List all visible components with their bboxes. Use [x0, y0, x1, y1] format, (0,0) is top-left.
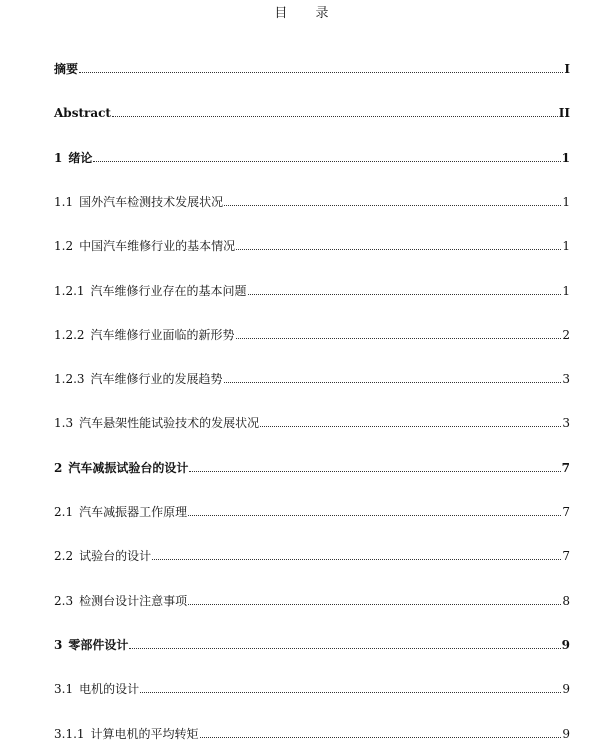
toc-entry-label	[54, 549, 151, 563]
toc-entry-text: 摘要	[54, 62, 79, 76]
toc-entry-number: 3.1.1	[54, 726, 85, 741]
toc-entry-number: 2.2	[54, 549, 74, 564]
toc-entry-page: II	[558, 106, 570, 121]
toc-entry-label	[54, 62, 78, 76]
dot-leader	[188, 515, 561, 516]
toc-entry-number: 2.3	[54, 593, 74, 608]
toc-entry[interactable]	[54, 237, 570, 253]
toc-entry-label	[54, 638, 128, 652]
toc-entry-text: 试验台的设计	[79, 549, 152, 564]
toc-entry-page: 1	[561, 150, 570, 165]
toc-entry-page: 3	[562, 416, 570, 431]
toc-entry-page: 7	[562, 549, 570, 564]
dot-leader	[224, 205, 561, 206]
toc-entry-number: 1.2.1	[54, 283, 85, 298]
dot-leader	[200, 737, 562, 738]
toc-entry-number: 3	[54, 637, 63, 652]
toc-entry-page: I	[564, 62, 570, 76]
dot-leader	[112, 116, 558, 117]
toc-entry-text: 汽车维修行业存在的基本问题	[90, 283, 247, 298]
toc-entry-text: 零部件设计	[68, 637, 129, 652]
dot-leader	[79, 72, 563, 73]
toc-entry-text: 电机的设计	[79, 682, 140, 697]
toc-entry-page: 2	[562, 327, 570, 342]
toc-entry-text: 中国汽车维修行业的基本情况	[79, 239, 236, 254]
dot-leader	[189, 471, 560, 472]
toc-entry-text: 汽车减振器工作原理	[79, 505, 188, 519]
toc-entry[interactable]	[54, 193, 570, 209]
dot-leader	[140, 692, 561, 693]
toc-entry-label	[54, 239, 235, 253]
toc-entry-number: 1.1	[54, 194, 74, 209]
toc-entry-text: 汽车悬架性能试验技术的发展状况	[79, 416, 260, 431]
toc-entry-number: 2	[54, 460, 63, 475]
toc-entry-number: 1.3	[54, 416, 74, 431]
toc-entry[interactable]	[54, 414, 570, 430]
dot-leader	[224, 382, 562, 383]
toc-entry[interactable]	[54, 547, 570, 563]
toc-entry-page: 9	[562, 682, 570, 697]
toc-entry[interactable]	[54, 370, 570, 386]
toc-entry[interactable]	[54, 60, 570, 76]
toc-entry-label	[54, 106, 111, 120]
dot-leader	[236, 249, 561, 250]
toc-entry-label	[54, 195, 223, 209]
toc-entry[interactable]	[54, 149, 570, 165]
toc-entry[interactable]	[54, 725, 570, 741]
toc-entry-page: 7	[561, 460, 570, 475]
dot-leader	[248, 294, 562, 295]
toc-entry-label	[54, 151, 92, 165]
dot-leader	[260, 426, 561, 427]
toc-entry-number: 2.1	[54, 505, 74, 519]
toc-entry-number: 1.2.2	[54, 327, 85, 342]
toc-entry-text: Abstract	[54, 106, 111, 121]
toc-entry-text: 绪论	[68, 150, 93, 165]
toc-entry-page: 3	[562, 372, 570, 387]
toc-entry[interactable]	[54, 104, 570, 120]
toc-entry-number: 1.2.3	[54, 372, 85, 387]
toc-entry-text: 汽车维修行业面临的新形势	[90, 327, 235, 342]
toc-entry-page: 1	[562, 194, 570, 209]
toc-entry-label	[54, 416, 259, 430]
toc-entry-label	[54, 461, 188, 475]
toc-entry-text: 检测台设计注意事项	[79, 593, 188, 608]
toc-entry-text: 汽车减振试验台的设计	[68, 460, 189, 475]
toc-entry-number: 3.1	[54, 682, 74, 697]
page-title: 目 录	[274, 6, 341, 21]
toc-entry[interactable]	[54, 326, 570, 342]
toc-entry-page: 7	[562, 505, 570, 519]
toc-entry-label	[54, 328, 235, 342]
toc-entry-page: 1	[562, 239, 570, 254]
toc-entry-text: 汽车维修行业的发展趋势	[90, 372, 223, 387]
toc-entry-page: 9	[561, 637, 570, 652]
toc-entry-text: 计算电机的平均转矩	[90, 726, 199, 741]
toc-entry-page: 9	[562, 726, 570, 741]
toc-entry-page: 8	[562, 593, 570, 608]
toc-entry[interactable]	[54, 282, 570, 298]
toc-entry[interactable]	[54, 592, 570, 608]
toc-entry[interactable]	[54, 459, 570, 475]
toc-entry-page: 1	[562, 283, 570, 298]
toc-entry-number: 1.2	[54, 239, 74, 254]
toc-entry[interactable]	[54, 680, 570, 696]
dot-leader	[93, 161, 560, 162]
toc-entry-text: 国外汽车检测技术发展状况	[79, 194, 224, 209]
toc-entry[interactable]	[54, 636, 570, 652]
dot-leader	[152, 559, 561, 560]
toc-entry-label	[54, 682, 139, 696]
toc-entry-label	[54, 505, 187, 519]
toc-entry[interactable]	[54, 503, 570, 519]
toc-entry-label	[54, 284, 247, 298]
dot-leader	[188, 604, 561, 605]
toc-entry-label	[54, 727, 199, 741]
toc-entry-number: 1	[54, 150, 63, 165]
dot-leader	[129, 648, 560, 649]
toc-entry-label	[54, 594, 187, 608]
toc-entry-label	[54, 372, 223, 386]
dot-leader	[236, 338, 562, 339]
